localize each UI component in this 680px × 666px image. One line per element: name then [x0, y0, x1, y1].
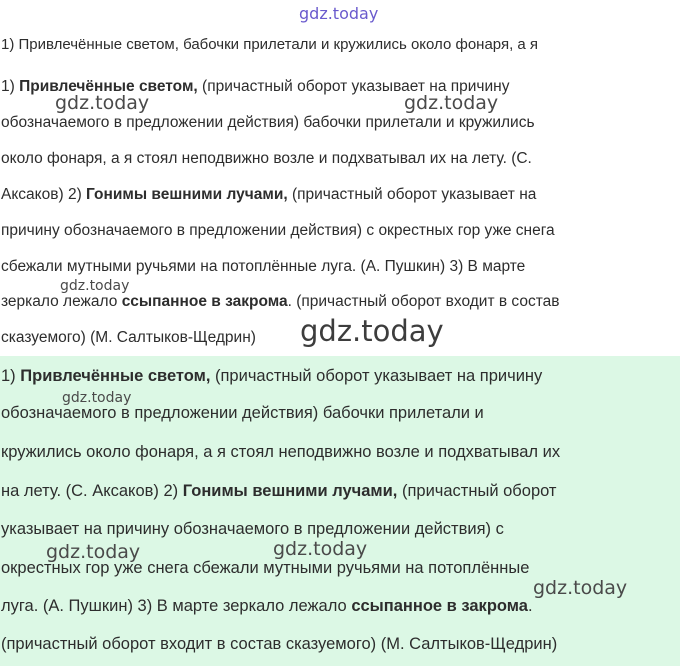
watermark: gdz.today	[300, 314, 444, 348]
text-line: обозначаемого в предложении действия) бабочки прилетали и	[1, 404, 484, 422]
text-line: луга. (А. Пушкин) 3) В марте зеркало лежало ссыпанное в закрома.	[1, 597, 533, 615]
text-line: кружились около фонаря, а я стоял неподвижно возле и подхватывал их	[1, 443, 561, 461]
text-line: окрестных гор уже снега сбежали мутными ручьями на потоплённые	[1, 559, 530, 577]
watermark: gdz.today	[404, 92, 499, 114]
text-line: указывает на причину обозначаемого в предложении действия) с	[1, 520, 504, 538]
watermark: gdz.today	[46, 541, 141, 563]
watermark: gdz.today	[60, 278, 130, 294]
text-line: 1) Привлечённые светом, (причастный оборот указывает на причину	[1, 367, 543, 385]
intro-line: 1) Привлечённые светом, бабочки прилетали и кружились около фонаря, а я	[1, 36, 539, 53]
text-line: сбежали мутными ручьями на потоплённые луга. (А. Пушкин) 3) В марте	[1, 258, 526, 275]
watermark-top: gdz.today	[299, 4, 379, 23]
text-line: обозначаемого в предложении действия) бабочки прилетали и кружились	[1, 114, 535, 131]
watermark: gdz.today	[273, 538, 368, 560]
watermark: gdz.today	[62, 390, 132, 406]
watermark: gdz.today	[55, 92, 150, 114]
text-line: зеркало лежало ссыпанное в закрома. (причастный оборот входит в состав	[1, 293, 560, 310]
text-line: на лету. (С. Аксаков) 2) Гонимы вешними лучами, (причастный оборот	[1, 482, 557, 500]
text-line: (причастный оборот входит в состав сказуемого) (М. Салтыков-Щедрин)	[1, 635, 558, 653]
text-line: 1) Привлечённые светом, (причастный оборот указывает на причину	[1, 78, 510, 95]
text-line: около фонаря, а я стоял неподвижно возле и подхватывал их на лету. (С.	[1, 150, 532, 167]
text-line: причину обозначаемого в предложении действия) с окрестных гор уже снега	[1, 222, 555, 239]
watermark: gdz.today	[533, 577, 628, 599]
text-line: сказуемого) (М. Салтыков-Щедрин)	[1, 329, 256, 346]
text-line: Аксаков) 2) Гонимы вешними лучами, (причастный оборот указывает на	[1, 186, 537, 203]
